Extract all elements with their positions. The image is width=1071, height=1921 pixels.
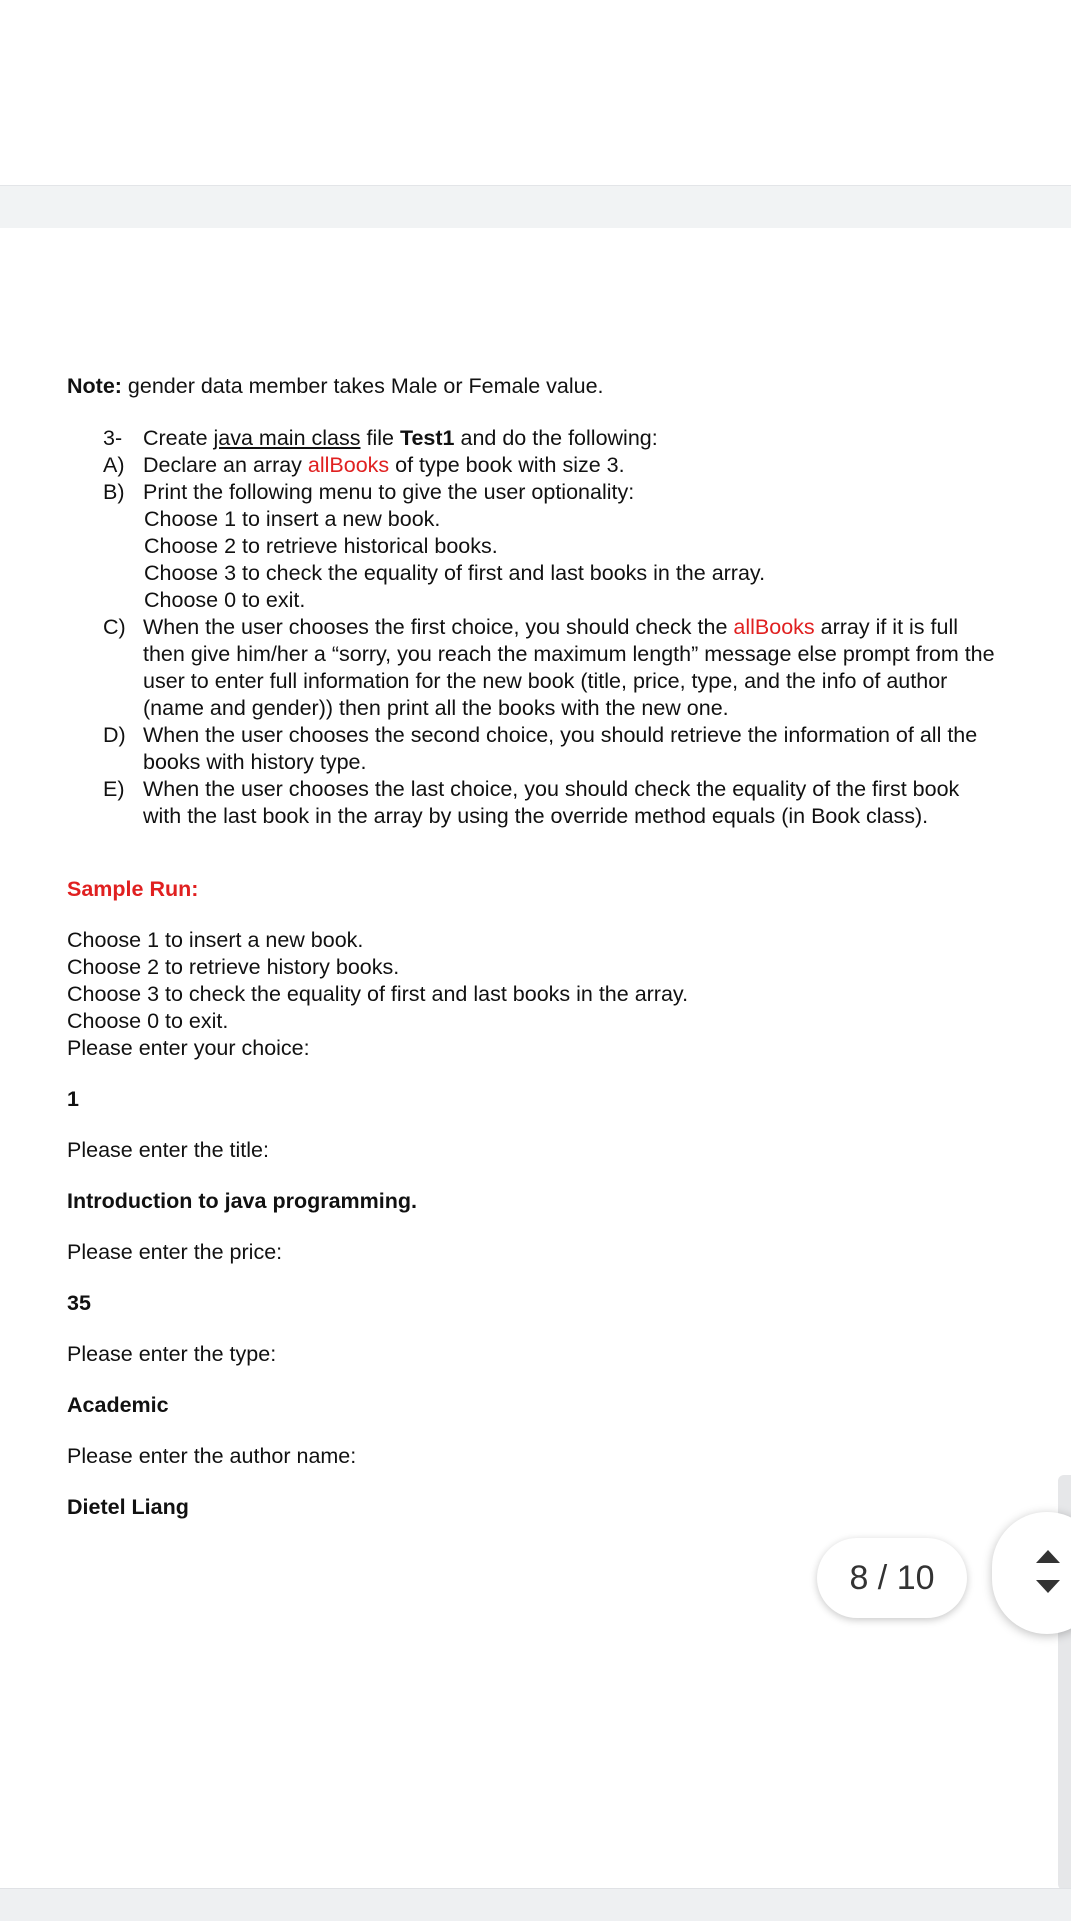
test1-class-name: Test1 <box>399 426 455 450</box>
price-answer: 35 <box>67 1291 91 1315</box>
type-prompt: Please enter the type: <box>67 1342 277 1366</box>
top-blank-area <box>0 0 1071 185</box>
page-indicator <box>817 1538 967 1618</box>
note-paragraph <box>67 373 1067 400</box>
step-a-text-pre: Declare an array <box>143 453 308 477</box>
allbooks-array-name: allBooks <box>307 453 390 477</box>
step-3-text-mid: file <box>360 426 400 450</box>
choice-answer: 1 <box>67 1087 79 1111</box>
step-b-text: Print the following menu to give the user optionality: <box>143 480 635 504</box>
step-e-text: When the user chooses the last choice, you should check the equality of the first book <box>143 777 960 801</box>
step-c-line: user to enter full information for the new book (title, price, type, and the info of author <box>143 669 948 693</box>
step-a-text-post: of type book with size 3. <box>389 453 625 477</box>
step-b <box>67 479 1067 506</box>
author-answer: Dietel Liang <box>67 1495 189 1519</box>
author-prompt: Please enter the author name: <box>67 1444 357 1468</box>
allbooks-array-name: allBooks <box>733 615 815 639</box>
step-e-marker: E) <box>103 777 125 801</box>
title-prompt: Please enter the title: <box>67 1138 269 1162</box>
note-label: Note: <box>67 374 122 398</box>
title-answer: Introduction to java programming. <box>67 1189 417 1213</box>
note-text: gender data member takes Male or Female value. <box>121 374 604 398</box>
step-a <box>67 452 1067 479</box>
step-d-line: books with history type. <box>143 750 367 774</box>
bottom-bar <box>0 1888 1071 1921</box>
step-3-marker: 3- <box>103 426 123 450</box>
step-c-line: (name and gender)) then print all the books with the new one. <box>143 696 729 720</box>
step-d-text: When the user chooses the second choice, you should retrieve the information of all the <box>143 723 978 747</box>
sample-menu-line: Choose 2 to retrieve history books. <box>67 955 400 979</box>
menu-line: Choose 2 to retrieve historical books. <box>144 534 498 558</box>
step-b-marker: B) <box>103 480 125 504</box>
menu-line: Choose 3 to check the equality of first and last books in the array. <box>144 561 766 585</box>
menu-line: Choose 1 to insert a new book. <box>144 507 441 531</box>
choice-prompt: Please enter your choice: <box>67 1036 310 1060</box>
step-d <box>67 722 1067 749</box>
step-c-line: then give him/her a “sorry, you reach the maximum length” message else prompt from the <box>143 642 995 666</box>
document-content <box>67 373 1067 1521</box>
sample-menu-line: Choose 0 to exit. <box>67 1009 229 1033</box>
sample-menu-line: Choose 1 to insert a new book. <box>67 928 364 952</box>
step-e-line: with the last book in the array by using the override method equals (in Book class). <box>143 804 929 828</box>
step-c-text-post: array if it is full <box>814 615 959 639</box>
sample-run-title: Sample Run: <box>67 877 199 901</box>
scroll-down-icon <box>1036 1580 1060 1593</box>
type-answer: Academic <box>67 1393 169 1417</box>
menu-line: Choose 0 to exit. <box>144 588 306 612</box>
page-indicator-text: 8 / 10 <box>849 1558 935 1597</box>
step-c-marker: C) <box>103 615 126 639</box>
step-e <box>67 776 1067 803</box>
scroll-up-icon <box>1036 1550 1060 1563</box>
java-main-class-link: java main class <box>213 426 361 450</box>
step-d-marker: D) <box>103 723 126 747</box>
step-3-text-post: and do the following: <box>454 426 658 450</box>
page-separator <box>0 185 1071 229</box>
step-a-marker: A) <box>103 453 125 477</box>
price-prompt: Please enter the price: <box>67 1240 283 1264</box>
step-c <box>67 614 1067 641</box>
step-3-text-pre: Create <box>143 426 214 450</box>
sample-menu-line: Choose 3 to check the equality of first and last books in the array. <box>67 982 689 1006</box>
step-3 <box>67 425 1067 452</box>
step-c-text-pre: When the user chooses the first choice, you should check the <box>143 615 734 639</box>
